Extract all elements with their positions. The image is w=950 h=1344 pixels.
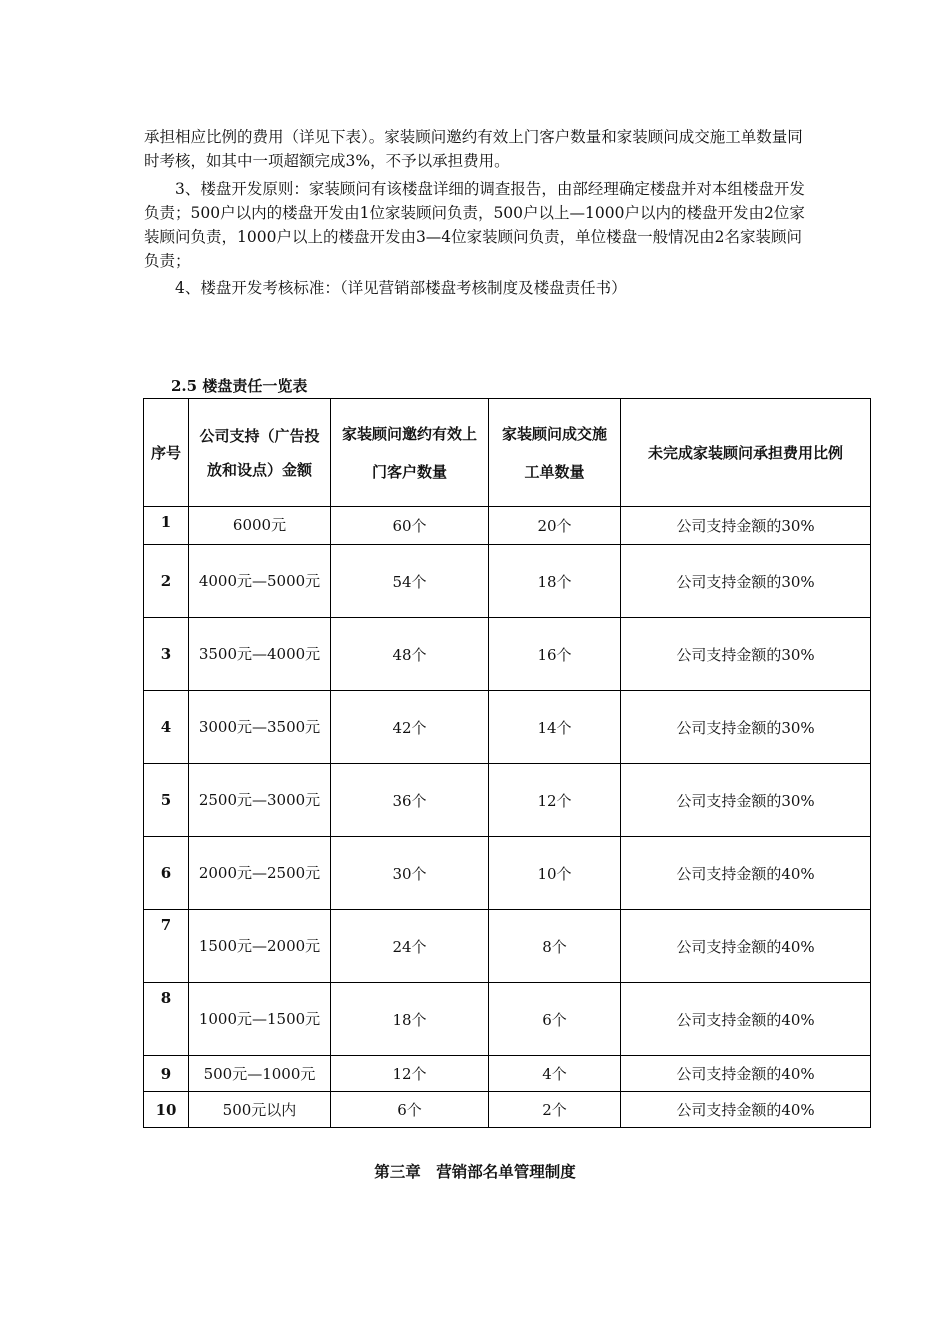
paragraph-cost-sharing: 承担相应比例的费用（详见下表）。家装顾问邀约有效上门客户数量和家装顾问成交施工单数量同时考核，如其中一项超额完成3%，不予以承担费用。 xyxy=(144,128,803,170)
cell-visits: 54个 xyxy=(331,545,489,618)
cell-seq: 8 xyxy=(144,983,189,1056)
cell-support: 3000元—3500元 xyxy=(189,691,331,764)
cell-visits: 60个 xyxy=(331,507,489,545)
table-caption: 2.5 楼盘责任一览表 xyxy=(171,377,308,395)
cell-visits: 12个 xyxy=(331,1056,489,1092)
table-row xyxy=(144,837,871,910)
cell-seq: 2 xyxy=(144,545,189,618)
cell-visits: 48个 xyxy=(331,618,489,691)
cell-seq: 5 xyxy=(144,764,189,837)
cell-support: 1000元—1500元 xyxy=(189,983,331,1056)
cell-support: 2500元—3000元 xyxy=(189,764,331,837)
table-row xyxy=(144,545,871,618)
cell-ratio: 公司支持金额的40% xyxy=(621,983,871,1056)
table-row xyxy=(144,618,871,691)
cell-deals: 8个 xyxy=(489,910,621,983)
cell-ratio: 公司支持金额的40% xyxy=(621,1092,871,1128)
cell-deals: 20个 xyxy=(489,507,621,545)
cell-seq: 10 xyxy=(144,1092,189,1128)
cell-support: 3500元—4000元 xyxy=(189,618,331,691)
cell-support: 500元—1000元 xyxy=(189,1056,331,1092)
cell-seq: 4 xyxy=(144,691,189,764)
cell-visits: 30个 xyxy=(331,837,489,910)
cell-support: 500元以内 xyxy=(189,1092,331,1128)
cell-visits: 18个 xyxy=(331,983,489,1056)
cell-ratio: 公司支持金额的30% xyxy=(621,764,871,837)
cell-visits: 6个 xyxy=(331,1092,489,1128)
table-row xyxy=(144,507,871,545)
cell-deals: 4个 xyxy=(489,1056,621,1092)
cell-deals: 2个 xyxy=(489,1092,621,1128)
cell-ratio: 公司支持金额的40% xyxy=(621,910,871,983)
cell-seq: 3 xyxy=(144,618,189,691)
cell-ratio: 公司支持金额的30% xyxy=(621,618,871,691)
table-row xyxy=(144,1092,871,1128)
chapter-heading: 第三章 营销部名单管理制度 xyxy=(374,1162,576,1181)
header-seq: 序号 xyxy=(144,399,189,507)
cell-ratio: 公司支持金额的40% xyxy=(621,837,871,910)
cell-ratio: 公司支持金额的30% xyxy=(621,507,871,545)
cell-visits: 42个 xyxy=(331,691,489,764)
cell-ratio: 公司支持金额的40% xyxy=(621,1056,871,1092)
table-header-row xyxy=(144,399,871,507)
cell-support: 1500元—2000元 xyxy=(189,910,331,983)
cell-seq: 6 xyxy=(144,837,189,910)
header-ratio: 未完成家装顾问承担费用比例 xyxy=(621,399,871,507)
table-row xyxy=(144,910,871,983)
cell-ratio: 公司支持金额的30% xyxy=(621,545,871,618)
cell-deals: 18个 xyxy=(489,545,621,618)
cell-seq: 7 xyxy=(144,910,189,983)
cell-support: 2000元—2500元 xyxy=(189,837,331,910)
table-row xyxy=(144,983,871,1056)
table-row xyxy=(144,1056,871,1092)
cell-deals: 10个 xyxy=(489,837,621,910)
cell-deals: 6个 xyxy=(489,983,621,1056)
header-visits: 家装顾问邀约有效上门客户数量 xyxy=(331,399,489,507)
table-row xyxy=(144,764,871,837)
cell-support: 6000元 xyxy=(189,507,331,545)
cell-visits: 24个 xyxy=(331,910,489,983)
header-support: 公司支持（广告投放和设点）金额 xyxy=(189,399,331,507)
cell-support: 4000元—5000元 xyxy=(189,545,331,618)
cell-seq: 1 xyxy=(144,507,189,545)
cell-visits: 36个 xyxy=(331,764,489,837)
cell-deals: 14个 xyxy=(489,691,621,764)
cell-ratio: 公司支持金额的30% xyxy=(621,691,871,764)
table-row xyxy=(144,691,871,764)
responsibility-table xyxy=(143,398,871,1128)
paragraph-development-principle: 3、楼盘开发原则：家装顾问有该楼盘详细的调查报告，由部经理确定楼盘并对本组楼盘开发负责；500户以内的楼盘开发由1位家装顾问负责，500户以上—1000户以内的楼盘开发由2位家装顾问负责，1000户以上的楼盘开发由3—4位家装顾问负责，单位楼盘一般情况由2名家装顾问负责； xyxy=(144,180,805,270)
paragraph-assessment-standard: 4、楼盘开发考核标准：（详见营销部楼盘考核制度及楼盘责任书） xyxy=(144,279,627,297)
cell-seq: 9 xyxy=(144,1056,189,1092)
header-deals: 家装顾问成交施工单数量 xyxy=(489,399,621,507)
cell-deals: 16个 xyxy=(489,618,621,691)
cell-deals: 12个 xyxy=(489,764,621,837)
